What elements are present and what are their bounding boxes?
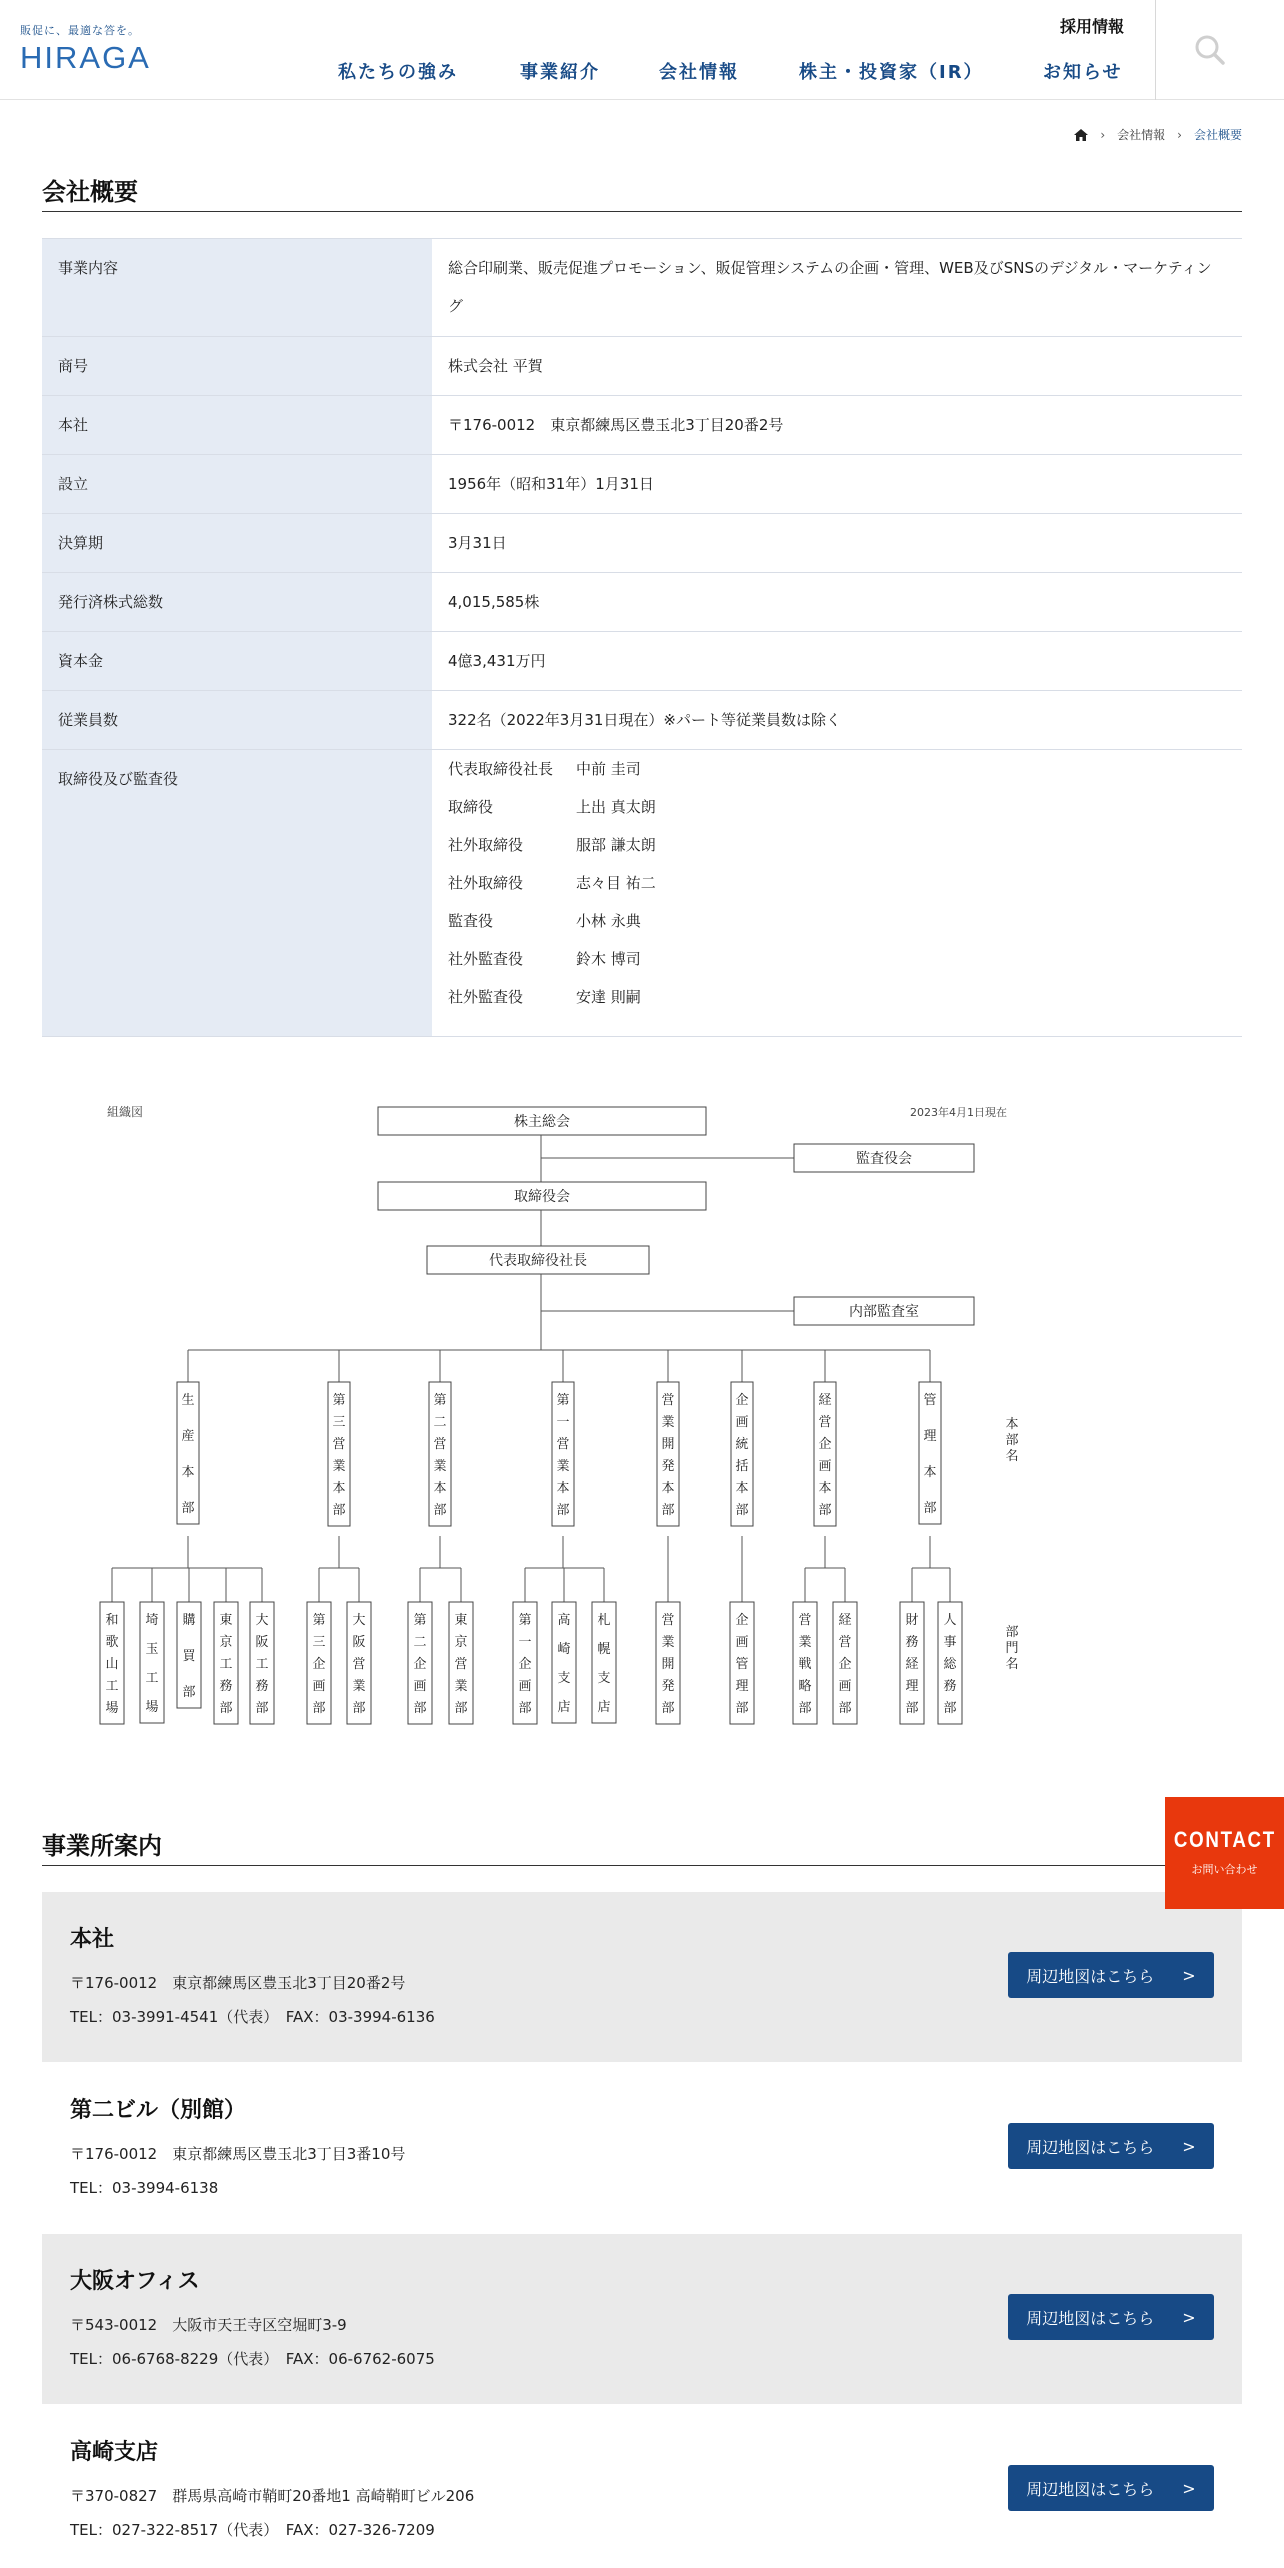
recruit-link[interactable]: 採用情報 (1060, 17, 1125, 36)
row-label: 資本金 (42, 632, 432, 691)
nav-strengths[interactable]: 私たちの強み (338, 62, 458, 83)
org-department-char: 部 (518, 1701, 532, 1716)
officer-role: 監査役 (448, 912, 494, 930)
main-nav (0, 58, 1284, 88)
org-department-char: 業 (352, 1679, 366, 1694)
row-value: 〒176-0012 東京都練馬区豊玉北3丁目20番2号 (432, 396, 1242, 455)
office-name: 本社 (70, 1927, 115, 1952)
org-department-char: 務 (219, 1679, 233, 1694)
map-button-label: 周辺地図はこちら (1026, 2479, 1155, 2499)
org-division-char: 本 (556, 1481, 570, 1496)
row-label: 事業内容 (42, 239, 432, 337)
arrow-right-icon: > (1182, 2307, 1196, 2327)
org-division-char: 本 (735, 1481, 749, 1496)
org-board-label: 取締役会 (514, 1189, 570, 1205)
org-department-char: 三 (312, 1635, 326, 1650)
org-department-char: 大 (352, 1613, 366, 1628)
office-name: 高崎支店 (70, 2440, 159, 2465)
offices-title: 事業所案内 (42, 1826, 1165, 1866)
logo-text: HIRAGA (20, 40, 151, 75)
arrow-right-icon: > (1182, 1965, 1196, 1985)
org-department-char: 務 (905, 1635, 919, 1650)
org-department-char: 幌 (597, 1642, 611, 1657)
org-department-char: 管 (735, 1657, 749, 1672)
org-division-char: 企 (735, 1393, 749, 1408)
org-department-char: 東 (454, 1613, 468, 1628)
home-icon[interactable] (1074, 129, 1088, 141)
org-division-char: 部 (433, 1503, 447, 1518)
officers-list (432, 750, 1242, 1037)
logo-tagline: 販促に、最適な答を。 (20, 24, 140, 37)
org-division-char: 一 (556, 1415, 570, 1430)
org-department-char: 買 (182, 1649, 196, 1664)
map-button[interactable] (1008, 2294, 1214, 2340)
org-division-char: 業 (556, 1459, 570, 1474)
nav-company[interactable]: 会社情報 (659, 62, 739, 83)
org-division-char: 部 (923, 1501, 937, 1516)
arrow-right-icon: > (1182, 2478, 1196, 2498)
org-department-char: 部 (661, 1701, 675, 1716)
row-value: 3月31日 (432, 514, 1242, 573)
search-button[interactable] (1190, 30, 1230, 70)
org-department-char: 第 (413, 1613, 427, 1628)
org-department-char: 発 (661, 1679, 675, 1694)
nav-news[interactable]: お知らせ (1043, 62, 1123, 83)
office-name: 第二ビル（別館） (70, 2098, 247, 2123)
org-chart-svg (0, 1090, 1284, 1770)
org-division-char: 業 (661, 1415, 675, 1430)
row-label: 発行済株式総数 (42, 573, 432, 632)
map-button[interactable] (1008, 1952, 1214, 1998)
row-value: 4,015,585株 (432, 573, 1242, 632)
org-department-char: 部 (352, 1701, 366, 1716)
table-row (42, 239, 1242, 337)
org-department-char: 経 (838, 1613, 852, 1628)
org-department-char: 略 (798, 1679, 812, 1694)
overview-table (42, 238, 1242, 1037)
org-department-char: 阪 (255, 1635, 269, 1650)
row-label: 本社 (42, 396, 432, 455)
org-division-char: 営 (556, 1437, 570, 1452)
org-department-char: 営 (352, 1657, 366, 1672)
officer-entry (448, 902, 1226, 940)
org-department-char: 部 (943, 1701, 957, 1716)
org-department-char: 部 (798, 1701, 812, 1716)
org-department-char: 画 (312, 1679, 326, 1694)
org-department-char: 購 (182, 1613, 196, 1628)
arrow-right-icon: > (1182, 2136, 1196, 2156)
org-department-char: 歌 (105, 1635, 119, 1650)
org-department-char: 営 (838, 1635, 852, 1650)
org-dept-label-char: 門 (1005, 1641, 1019, 1656)
org-division-char: 本 (181, 1465, 195, 1480)
org-division-char: 部 (818, 1503, 832, 1518)
org-division-char: 本 (923, 1465, 937, 1480)
row-value: 1956年（昭和31年）1月31日 (432, 455, 1242, 514)
table-row (42, 455, 1242, 514)
office-card (42, 1892, 1242, 2062)
office-card (42, 2234, 1242, 2404)
officer-name: 上出 真太朗 (576, 798, 656, 816)
org-department-char: 店 (597, 1700, 611, 1715)
org-department-char: 高 (557, 1613, 571, 1628)
org-hq-label-char: 部 (1005, 1433, 1019, 1448)
org-department-char: 業 (798, 1635, 812, 1650)
org-internal-audit-label: 内部監査室 (849, 1304, 919, 1320)
table-row (42, 396, 1242, 455)
officer-role: 社外取締役 (448, 874, 524, 892)
org-department-char: 事 (943, 1635, 957, 1650)
contact-tab[interactable] (1165, 1797, 1284, 1909)
org-division-char: 本 (433, 1481, 447, 1496)
org-division-char: 業 (433, 1459, 447, 1474)
office-address: 〒543-0012 大阪市天王寺区空堀町3-9 (70, 2316, 347, 2334)
org-department-char: 理 (905, 1679, 919, 1694)
org-division-char: 理 (923, 1429, 937, 1444)
org-division-char: 部 (556, 1503, 570, 1518)
org-department-char: 場 (145, 1700, 159, 1715)
org-shareholders-label: 株主総会 (514, 1114, 570, 1130)
org-department-char: 埼 (145, 1613, 159, 1628)
org-division-char: 産 (181, 1429, 195, 1444)
officer-role: 取締役 (448, 798, 494, 816)
officer-name: 中前 圭司 (576, 760, 641, 778)
org-department-char: 店 (557, 1700, 571, 1715)
org-department-char: 営 (454, 1657, 468, 1672)
org-division-char: 部 (735, 1503, 749, 1518)
table-row (42, 514, 1242, 573)
org-division-char: 発 (661, 1459, 675, 1474)
office-card (42, 2063, 1242, 2233)
org-department-char: 部 (905, 1701, 919, 1716)
org-division-char: 部 (661, 1503, 675, 1518)
office-address: 〒176-0012 東京都練馬区豊玉北3丁目20番2号 (70, 1974, 406, 1992)
overview-title: 会社概要 (42, 172, 1242, 212)
org-department-char: 人 (943, 1613, 957, 1628)
contact-sublabel: お問い合わせ (1191, 1863, 1258, 1876)
chevron-right-icon: › (1177, 127, 1182, 142)
office-card (42, 2405, 1242, 2568)
org-department-char: 開 (661, 1657, 675, 1672)
officer-entry (448, 978, 1226, 1016)
officer-entry (448, 864, 1226, 902)
org-department-char: 部 (735, 1701, 749, 1716)
map-button-label: 周辺地図はこちら (1026, 1966, 1155, 1986)
table-row (42, 337, 1242, 396)
org-department-char: 営 (798, 1613, 812, 1628)
office-tel: TEL：027-322-8517（代表） FAX：027-326-7209 (70, 2521, 435, 2539)
org-division-char: 画 (735, 1415, 749, 1430)
officer-name: 安達 則嗣 (576, 988, 641, 1006)
officer-entry (448, 940, 1226, 978)
officer-name: 小林 永典 (576, 912, 641, 930)
org-department-char: 戦 (798, 1657, 812, 1672)
officer-role: 社外監査役 (448, 950, 524, 968)
org-chart-label: 組織図 (107, 1105, 144, 1119)
org-department-char: 務 (255, 1679, 269, 1694)
org-department-char: 工 (105, 1679, 119, 1694)
org-department-char: 部 (413, 1701, 427, 1716)
org-department-char: 阪 (352, 1635, 366, 1650)
org-division-char: 画 (818, 1459, 832, 1474)
org-chart-date: 2023年4月1日現在 (910, 1106, 1007, 1119)
office-tel: TEL：06-6768-8229（代表） FAX：06-6762-6075 (70, 2350, 435, 2368)
search-icon (1190, 30, 1230, 70)
org-department-char: 画 (838, 1679, 852, 1694)
officer-role: 代表取締役社長 (448, 760, 554, 778)
org-dept-label-char: 部 (1005, 1625, 1019, 1640)
map-button-label: 周辺地図はこちら (1026, 2137, 1155, 2157)
org-department-char: 部 (312, 1701, 326, 1716)
org-department-char: 部 (219, 1701, 233, 1716)
org-department-char: 一 (518, 1635, 532, 1650)
nav-business[interactable]: 事業紹介 (520, 62, 600, 83)
org-president-label: 代表取締役社長 (489, 1253, 587, 1269)
org-department-char: 営 (661, 1613, 675, 1628)
org-department-char: 企 (838, 1657, 852, 1672)
org-division-char: 本 (332, 1481, 346, 1496)
org-hq-label-char: 名 (1005, 1449, 1019, 1464)
org-department-char: 企 (413, 1657, 427, 1672)
org-division-char: 統 (735, 1437, 749, 1452)
org-department-char: 和 (105, 1613, 119, 1628)
row-label: 商号 (42, 337, 432, 396)
officer-name: 服部 謙太朗 (576, 836, 656, 854)
org-division-char: 経 (818, 1393, 832, 1408)
header-divider (1155, 0, 1156, 100)
org-division-char: 第 (433, 1393, 447, 1408)
row-value: 株式会社 平賀 (432, 337, 1242, 396)
org-division-char: 営 (433, 1437, 447, 1452)
org-division-char: 営 (818, 1415, 832, 1430)
org-department-char: 支 (557, 1671, 571, 1686)
org-department-char: 札 (597, 1613, 611, 1628)
org-chart (0, 1090, 1284, 1770)
officer-entry (448, 750, 1226, 788)
org-department-char: 業 (454, 1679, 468, 1694)
org-department-char: 東 (219, 1613, 233, 1628)
org-department-char: 総 (943, 1657, 957, 1672)
org-department-char: 工 (255, 1657, 269, 1672)
org-department-char: 企 (735, 1613, 749, 1628)
office-address: 〒176-0012 東京都練馬区豊玉北3丁目3番10号 (70, 2145, 406, 2163)
org-department-char: 玉 (145, 1642, 159, 1657)
contact-label: CONTACT (1173, 1827, 1276, 1852)
org-department-char: 画 (518, 1679, 532, 1694)
org-department-char: 第 (518, 1613, 532, 1628)
org-division-char: 管 (923, 1393, 937, 1408)
org-department-char: 二 (413, 1635, 427, 1650)
org-department-char: 部 (838, 1701, 852, 1716)
org-department-char: 工 (145, 1671, 159, 1686)
breadcrumb-company[interactable]: 会社情報 (1117, 128, 1166, 142)
org-department-char: 理 (735, 1679, 749, 1694)
org-department-char: 第 (312, 1613, 326, 1628)
org-division-char: 本 (661, 1481, 675, 1496)
breadcrumb-current: 会社概要 (1193, 128, 1242, 142)
org-department-char: 企 (518, 1657, 532, 1672)
officer-entry (448, 788, 1226, 826)
org-department-char: 場 (105, 1701, 119, 1716)
org-department-char: 務 (943, 1679, 957, 1694)
org-department-char: 山 (105, 1657, 119, 1672)
row-value: 総合印刷業、販売促進プロモーション、販促管理システムの企画・管理、WEB及びSNSのデジタル・マーケティング (432, 239, 1242, 337)
table-row (42, 691, 1242, 750)
org-division-char: 第 (332, 1393, 346, 1408)
row-label: 取締役及び監査役 (42, 750, 432, 1037)
office-tel: TEL：03-3991-4541（代表） FAX：03-3994-6136 (70, 2008, 435, 2026)
org-division-char: 第 (556, 1393, 570, 1408)
org-department-char: 部 (255, 1701, 269, 1716)
org-department-char: 経 (905, 1657, 919, 1672)
org-division-char: 生 (181, 1393, 195, 1408)
org-department-char: 京 (454, 1635, 468, 1650)
row-label: 決算期 (42, 514, 432, 573)
org-department-char: 企 (312, 1657, 326, 1672)
org-department-char: 財 (905, 1613, 919, 1628)
org-division-char: 部 (332, 1503, 346, 1518)
breadcrumb (1074, 126, 1242, 143)
row-value: 322名（2022年3月31日現在）※パート等従業員数は除く (432, 691, 1242, 750)
office-name: 大阪オフィス (70, 2269, 200, 2294)
org-division-char: 業 (332, 1459, 346, 1474)
officer-entry (448, 826, 1226, 864)
table-row (42, 632, 1242, 691)
org-department-char: 崎 (557, 1642, 571, 1657)
org-dept-label-char: 名 (1005, 1657, 1019, 1672)
org-department-char: 業 (661, 1635, 675, 1650)
office-tel: TEL：03-3994-6138 (70, 2179, 219, 2197)
org-department-char: 工 (219, 1657, 233, 1672)
table-row (42, 750, 1242, 1037)
row-label: 設立 (42, 455, 432, 514)
row-label: 従業員数 (42, 691, 432, 750)
map-button[interactable] (1008, 2465, 1214, 2511)
org-division-char: 二 (433, 1415, 447, 1430)
table-row (42, 573, 1242, 632)
map-button-label: 周辺地図はこちら (1026, 2308, 1155, 2328)
org-department-char: 部 (454, 1701, 468, 1716)
site-header (0, 0, 1284, 100)
office-address: 〒370-0827 群馬県高崎市鞘町20番地1 高崎鞘町ビル206 (70, 2487, 475, 2505)
org-division-char: 営 (332, 1437, 346, 1452)
org-audit-board-label: 監査役会 (856, 1151, 912, 1167)
org-division-char: 本 (818, 1481, 832, 1496)
org-department-char: 部 (182, 1685, 196, 1700)
org-division-char: 三 (332, 1415, 346, 1430)
chevron-right-icon: › (1100, 127, 1106, 142)
org-division-char: 営 (661, 1393, 675, 1408)
row-value: 4億3,431万円 (432, 632, 1242, 691)
officer-role: 社外取締役 (448, 836, 524, 854)
officer-name: 鈴木 博司 (576, 950, 641, 968)
org-division-char: 開 (661, 1437, 675, 1452)
org-department-char: 画 (413, 1679, 427, 1694)
org-division-char: 部 (181, 1501, 195, 1516)
org-hq-label-char: 本 (1005, 1417, 1019, 1432)
org-department-char: 大 (255, 1613, 269, 1628)
officer-name: 志々目 祐二 (576, 874, 656, 892)
map-button[interactable] (1008, 2123, 1214, 2169)
org-department-char: 支 (597, 1671, 611, 1686)
org-department-char: 京 (219, 1635, 233, 1650)
org-department-char: 画 (735, 1635, 749, 1650)
officer-role: 社外監査役 (448, 988, 524, 1006)
org-division-char: 括 (735, 1459, 749, 1474)
org-division-char: 企 (818, 1437, 832, 1452)
nav-ir[interactable]: 株主・投資家（IR） (799, 62, 984, 83)
